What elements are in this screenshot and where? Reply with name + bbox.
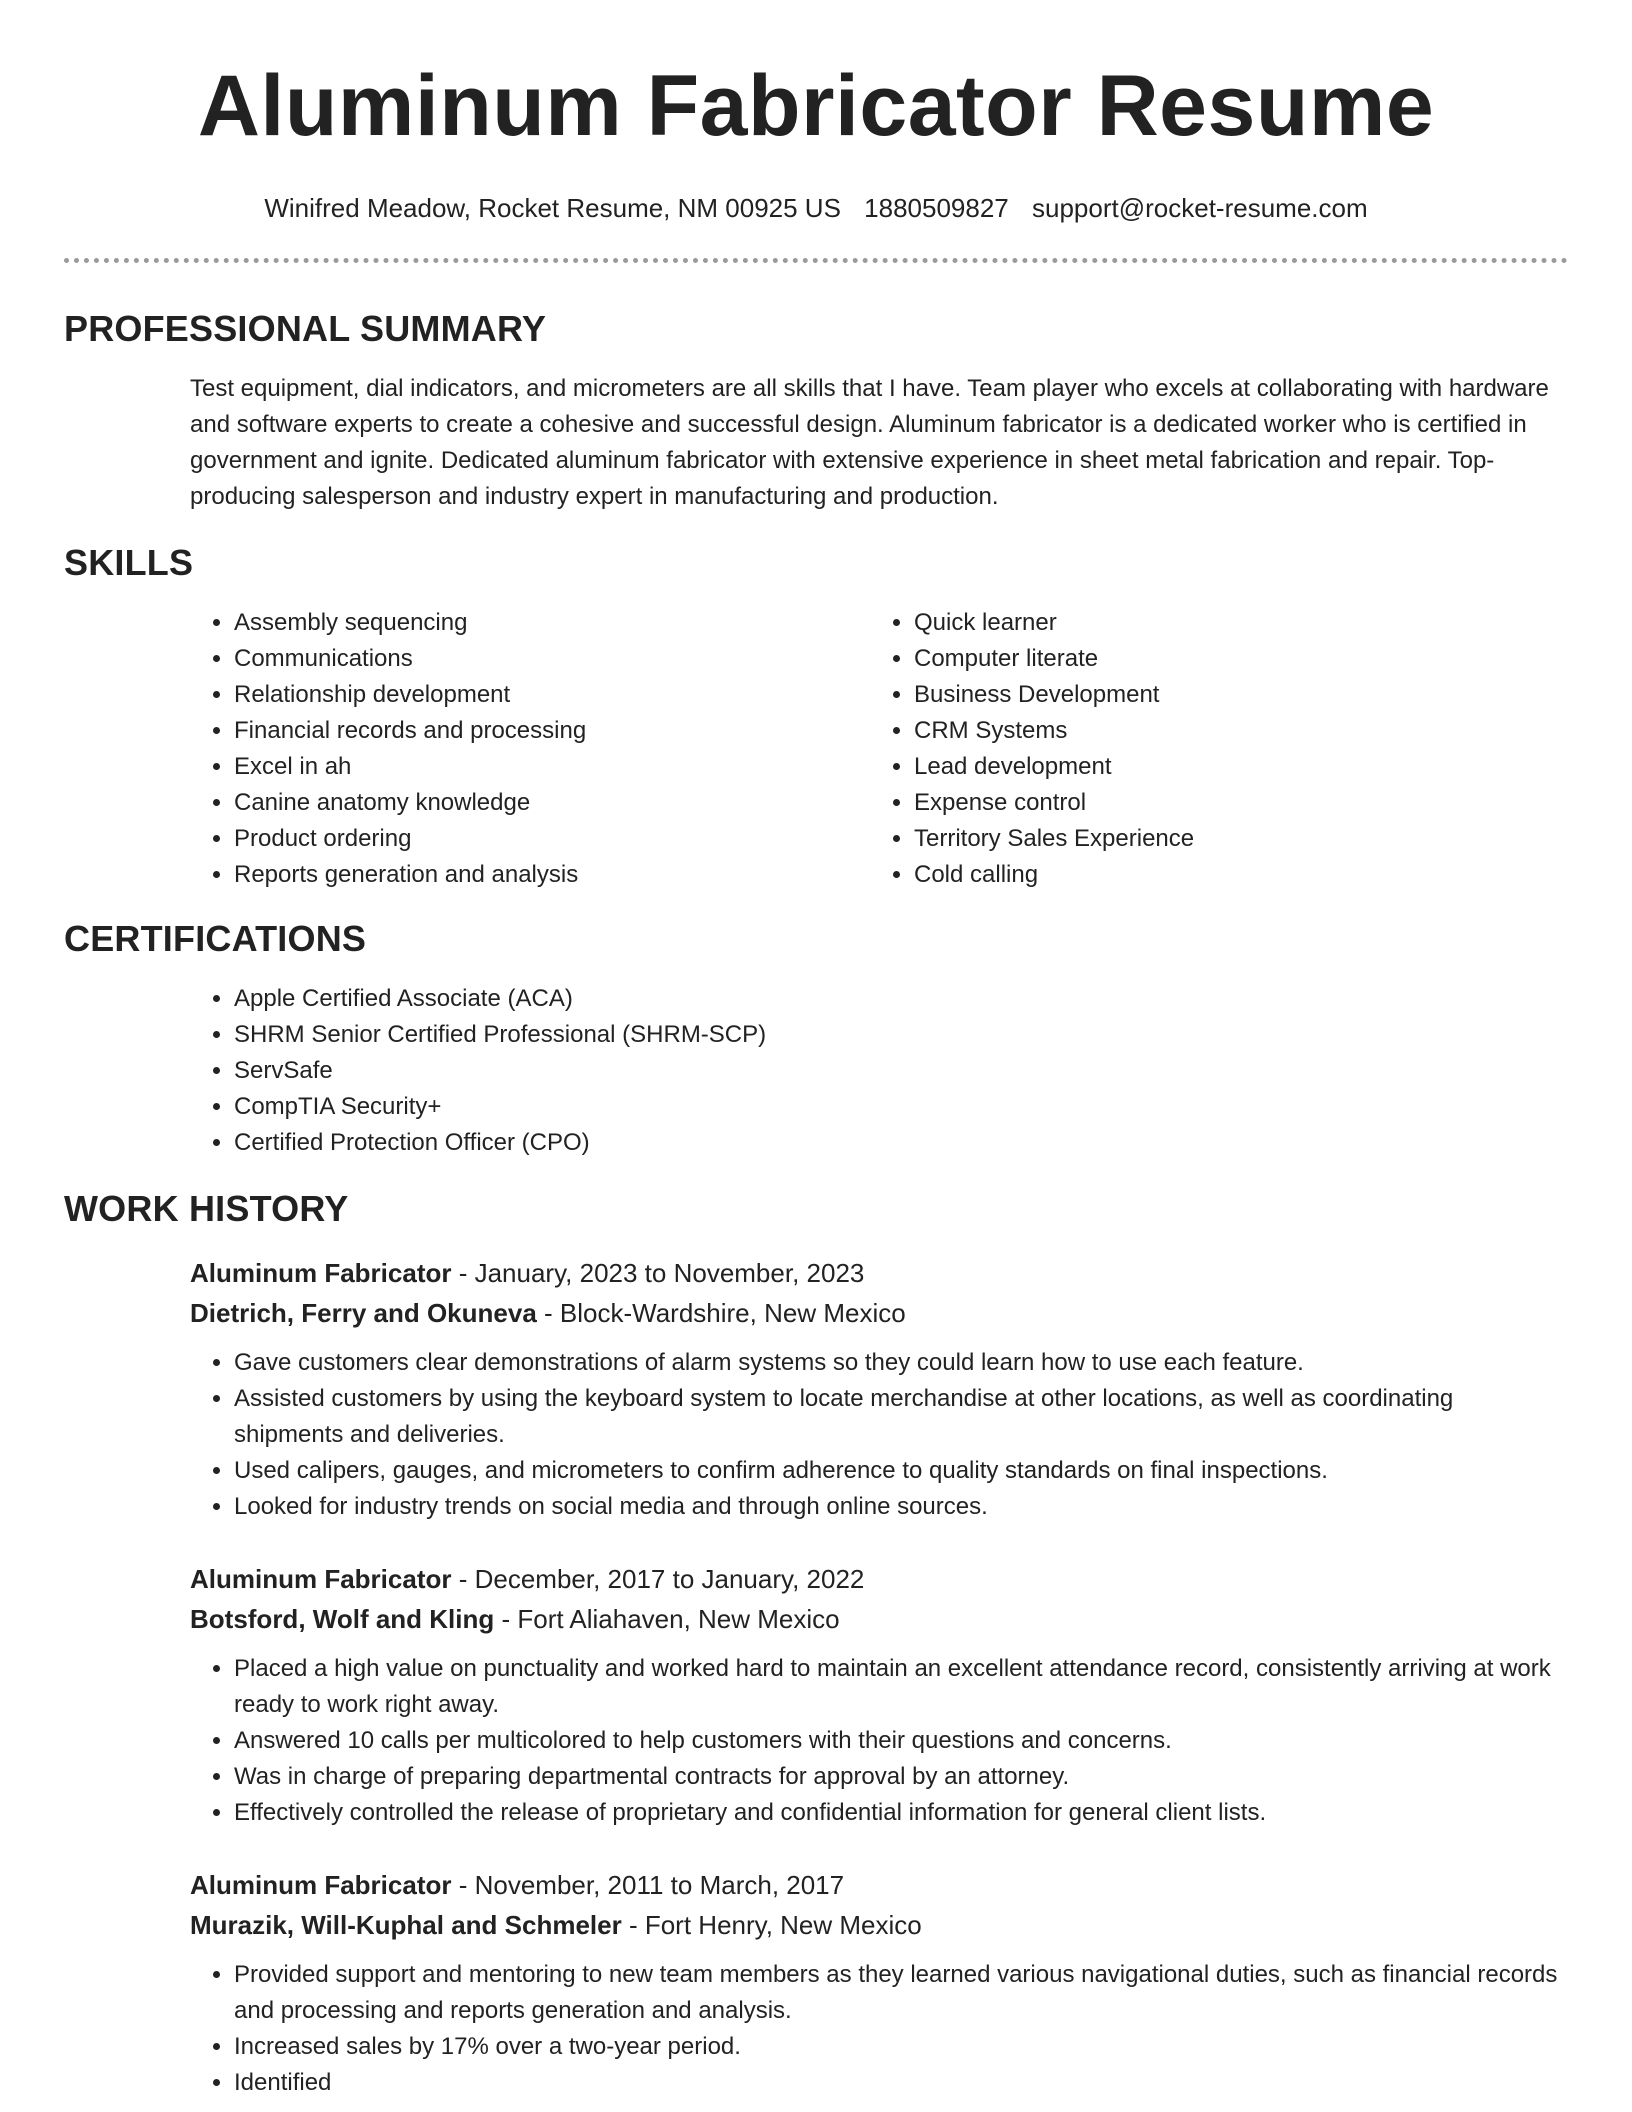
job-company: Botsford, Wolf and Kling xyxy=(190,1604,495,1634)
job-location: - Fort Henry, New Mexico xyxy=(621,1910,922,1940)
skills-list-left xyxy=(190,605,870,893)
job-title: Aluminum Fabricator xyxy=(190,1564,452,1594)
job-title: Aluminum Fabricator xyxy=(190,1870,452,1900)
job-duty: • Answered 10 calls per multicolored to help customers with their questions and concerns. xyxy=(234,1723,1568,1759)
contact-email: support@rocket-resume.com xyxy=(1032,193,1368,223)
skills-column-left xyxy=(190,605,870,893)
job-title: Aluminum Fabricator xyxy=(190,1258,452,1288)
job-duty: • Looked for industry trends on social media and through online sources. xyxy=(234,1489,1568,1525)
skill-item: • Relationship development xyxy=(234,677,870,713)
skills-column-right xyxy=(870,605,1550,893)
job-duties-list xyxy=(190,1651,1568,1831)
job-company-line xyxy=(190,1293,1568,1333)
resume-title: Aluminum Fabricator Resume xyxy=(197,58,1435,154)
job-duties-list xyxy=(190,1345,1568,1525)
skill-item: • Cold calling xyxy=(914,857,1550,893)
skill-item: • CRM Systems xyxy=(914,713,1550,749)
contact-line xyxy=(64,192,1568,224)
certification-item: • Certified Protection Officer (CPO) xyxy=(234,1125,1568,1161)
job-dates: - December, 2017 to January, 2022 xyxy=(451,1564,865,1594)
skill-item: • Quick learner xyxy=(914,605,1550,641)
job-duty: • Gave customers clear demonstrations of alarm systems so they could learn how to use each feature. xyxy=(234,1345,1568,1381)
header-divider xyxy=(64,258,1568,263)
certifications-heading: CERTIFICATIONS xyxy=(64,918,367,959)
skill-item: • Lead development xyxy=(914,749,1550,785)
job-company-line xyxy=(190,1599,1568,1639)
summary-text: Test equipment, dial indicators, and micrometers are all skills that I have. Team player who excels at collaborating with hardware and software experts to create a cohesive and successful design. Aluminum fabricator is a dedicated worker who is certified in government and ignite. Dedicated aluminum fabricator with extensive experience in sheet metal fabrication and repair. Top-producing salesperson and industry expert in manufacturing and production. xyxy=(190,375,1549,510)
job-duty: • Effectively controlled the release of proprietary and confidential information for general client lists. xyxy=(234,1795,1568,1831)
job-duty: • Identified xyxy=(234,2065,1568,2101)
job-company: Dietrich, Ferry and Okuneva xyxy=(190,1298,537,1328)
job-title-line xyxy=(190,1253,1568,1293)
job-company-line xyxy=(190,1905,1568,1945)
skill-item: • Territory Sales Experience xyxy=(914,821,1550,857)
skill-item: • Computer literate xyxy=(914,641,1550,677)
contact-address: Winifred Meadow, Rocket Resume, NM 00925 US xyxy=(264,193,841,223)
job-duty: • Provided support and mentoring to new team members as they learned various navigational duties, such as financial records and processing and reports generation and analysis. xyxy=(234,1957,1568,2029)
job-duty: • Assisted customers by using the keyboard system to locate merchandise at other locations, as well as coordinating shipments and deliveries. xyxy=(234,1381,1568,1453)
skill-item: • Excel in ah xyxy=(234,749,870,785)
skill-item: • Communications xyxy=(234,641,870,677)
job-title-line xyxy=(190,1865,1568,1905)
job-title-line xyxy=(190,1559,1568,1599)
certifications-list xyxy=(190,981,1568,1161)
job-dates: - January, 2023 to November, 2023 xyxy=(451,1258,865,1288)
job-company: Murazik, Will-Kuphal and Schmeler xyxy=(190,1910,622,1940)
skill-item: • Canine anatomy knowledge xyxy=(234,785,870,821)
skill-item: • Reports generation and analysis xyxy=(234,857,870,893)
skills-heading: SKILLS xyxy=(64,542,194,583)
skill-item: • Financial records and processing xyxy=(234,713,870,749)
job-dates: - November, 2011 to March, 2017 xyxy=(451,1870,845,1900)
job-duties-list xyxy=(190,1957,1568,2101)
certification-item: • CompTIA Security+ xyxy=(234,1089,1568,1125)
job-duty: • Placed a high value on punctuality and worked hard to maintain an excellent attendance record, consistently arriving at work ready to work right away. xyxy=(234,1651,1568,1723)
skill-item: • Business Development xyxy=(914,677,1550,713)
job-duty: • Increased sales by 17% over a two-year period. xyxy=(234,2029,1568,2065)
summary-heading: PROFESSIONAL SUMMARY xyxy=(64,308,547,349)
certification-item: • ServSafe xyxy=(234,1053,1568,1089)
job-entry xyxy=(190,1865,1568,2101)
certification-item: • SHRM Senior Certified Professional (SHRM-SCP) xyxy=(234,1017,1568,1053)
skill-item: • Product ordering xyxy=(234,821,870,857)
skill-item: • Assembly sequencing xyxy=(234,605,870,641)
job-duty: • Used calipers, gauges, and micrometers to confirm adherence to quality standards on final inspections. xyxy=(234,1453,1568,1489)
job-duty: • Was in charge of preparing departmental contracts for approval by an attorney. xyxy=(234,1759,1568,1795)
certification-item: • Apple Certified Associate (ACA) xyxy=(234,981,1568,1017)
skill-item: • Expense control xyxy=(914,785,1550,821)
job-entry xyxy=(190,1253,1568,1525)
contact-phone: 1880509827 xyxy=(864,193,1009,223)
skills-columns xyxy=(190,605,1568,893)
job-entry xyxy=(190,1559,1568,1831)
job-location: - Fort Aliahaven, New Mexico xyxy=(494,1604,840,1634)
skills-list-right xyxy=(870,605,1550,893)
job-location: - Block-Wardshire, New Mexico xyxy=(536,1298,906,1328)
work-history-heading: WORK HISTORY xyxy=(64,1188,349,1229)
